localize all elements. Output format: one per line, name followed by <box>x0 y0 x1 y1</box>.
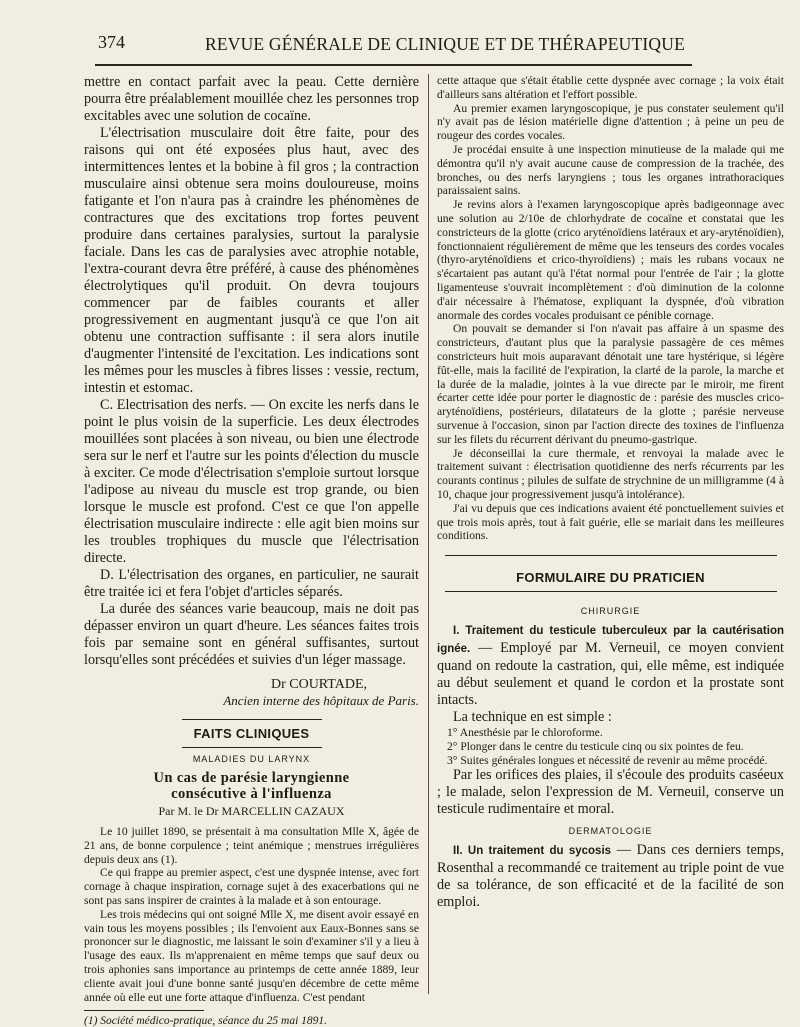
paragraph: Je procédai ensuite à une inspection minutieuse de la malade qui me démontra qu'il n'y avait aucune cause de compression de la trachée, des bronches, ou des nerfs laryngiens ; tous les organes intrathoraciques paraissaient sains. <box>437 142 784 198</box>
paragraph: D. L'électrisation des organes, en particulier, ne saurait être traitée ici et fera l'objet d'articles séparés. <box>84 567 419 600</box>
paragraph: On pouvait se demander si l'on n'avait pas affaire à un spasme des constricteurs, d'autant plus que la paralysie passagère de ces mêmes constricteurs huit mois auparavant dénotait une tare hystérique, si légère fût-elle, mais la facilité de l'expiration, la clarté de la parole, la marche et la durée de la maladie, jointes à la vue directe par le miroir, me firent écarter cette idée pour porter le diagnostic de : parésie des muscles crico-aryténoïdiens, postérieurs, dilatateurs de la glotte ; parésie nerveuse survenue à l'occasion, sinon par l'action directe des toxines de l'influenza sur les filets du récurrent dérivant du pneumo-gastrique. <box>437 322 784 446</box>
article-author: Par M. le Dr MARCELLIN CAZAUX <box>158 804 345 818</box>
section-title: FAITS CLINIQUES <box>193 726 310 741</box>
paragraph: L'électrisation musculaire doit être faite, pour des raisons qui ont été exposées plus haut, avec des intermittences lentes et la bobine à fil gros ; la contraction musculaire ainsi obtenue sera moins douloureuse, moins fatigante et l'on n'aura pas à craindre les phénomènes de contractures que des excitations trop fortes peuvent produire dans certaines paralysies, surtout la paralysie faciale. Dans les cas de paralysies avec atrophie notable, l'extra-courant devra être préféré, à cause des phénomènes électrolytiques qu'il produit. On devra toujours commencer par de faibles courants et aller progressivement en augmentant jusqu'à ce que l'on ait obtenu une contraction suffisante : il sera alors inutile d'augmenter l'intensité de l'excitation. Les indications sont les mêmes pour les muscles à fibres lisses : vessie, rectum, intestin et estomac. <box>84 125 419 396</box>
paragraph: La durée des séances varie beaucoup, mais ne doit pas dépasser environ un quart d'heure. Les séances faites trois fois par semaine sont en général suffisantes, surtout lorsqu'elles sont précédées et suivies d'un léger massage. <box>84 601 419 668</box>
rubric: DERMATOLOGIE <box>568 826 653 837</box>
paragraph: Ce qui frappe au premier aspect, c'est une dyspnée intense, avec fort cornage à chaque inspiration, cornage sujet à des exacerbations qui ne sont pas sans inspirer de craintes à la malade et à son entourage. <box>84 866 419 907</box>
list-item: 3° Suites générales longues et nécessité de revenir au même procédé. <box>447 753 768 767</box>
paragraph <box>437 622 784 709</box>
page-number: 374 <box>98 32 125 52</box>
paragraph: Par les orifices des plaies, il s'écoule des produits caséeux ; le malade, selon l'expression de M. Verneuil, conserve un testicule rudimentaire et moral. <box>437 767 784 818</box>
footnote-rule <box>84 1010 204 1011</box>
paragraph: C. Electrisation des nerfs. — On excite les nerfs dans le point le plus voisin de la superficie. Les deux électrodes mouillées sont placées à son niveau, ou bien une électrode sera sur le nerf et l'autre sur les points d'élection du muscle à exciter. Ce mode d'électrisation s'emploie surtout lorsque l'adipose au niveau du muscle est trop grande, ou bien lorsque le muscle est profond. C'est ce que l'on appelle électrisation musculaire indirecte : elle agit bien moins sur les troubles trophiques du muscle que l'électrisation directe. <box>84 397 419 566</box>
paragraph: Je déconseillai la cure thermale, et renvoyai la malade avec le traitement suivant : électrisation quotidienne des nerfs récurrents par les courants continus ; pilules de sulfate de strychnine de un milligramme (4 à 10, chaque jour progressivement jusqu'à intolérance). <box>437 446 784 501</box>
entry-lead: II. Un traitement du sycosis <box>453 845 612 858</box>
paragraph: Je revins alors à l'examen laryngoscopique après badigeonnage avec une solution au 2/10e de chlorhydrate de cocaïne et constatai que les constricteurs de la glotte (crico aryténoïdiens latéraux et ary-aryténoïdien), fonctionnaient régulièrement de même que les tenseurs des cordes vocales (thyro-aryténoïdiens et crico-thyroïdiens) ; mais les rubans vocaux ne s'écartaient pas autant qu'à l'état normal pour l'entrée de l'air ; la glotte ligamenteuse s'ouvrait incomplètement : d'où diminution de la colonne d'air nécessaire à l'hématose, expliquant la dyspnée, d'où vibration anormale des cordes vocales produisant ce pénible cornage. <box>437 198 784 322</box>
section-rule <box>182 747 322 748</box>
entry-body: — Employé par M. Verneuil, ce moyen convient quand on redoute la castration, qui, elle même, est indiquée au début seulement et quand le cordon et la prostate sont intacts. <box>437 640 784 709</box>
header-rule <box>95 64 692 66</box>
entry-body: — Dans ces derniers temps, Rosenthal a recommandé ce traitement au triple point de vue de sa tolérance, de son efficacité et de la facilité de son emploi. <box>437 842 784 911</box>
paragraph: Au premier examen laryngoscopique, je pus constater seulement qu'il n'y avait pas de lésion matérielle digne d'attention ; à peine un peu de rougeur des cordes vocales. <box>437 101 784 143</box>
rubric: CHIRURGIE <box>580 606 641 617</box>
running-title: REVUE GÉNÉRALE DE CLINIQUE ET DE THÉRAPEUTIQUE <box>204 34 686 54</box>
paragraph <box>437 842 784 911</box>
signature-role: Ancien interne des hôpitaux de Paris. <box>223 693 419 708</box>
rubric: MALADIES DU LARYNX <box>192 754 311 764</box>
list-item: 1° Anesthésie par le chloroforme. <box>447 726 603 740</box>
paragraph: La technique en est simple : <box>453 709 612 726</box>
section-title: FORMULAIRE DU PRATICIEN <box>516 570 705 586</box>
article-title-line-2: consécutive à l'influenza <box>171 786 332 802</box>
section-rule <box>445 555 777 556</box>
entry-lead: I. Traitement du testicule tuberculeux par la cautérisation ignée. <box>437 625 784 656</box>
section-rule <box>445 591 777 592</box>
left-column <box>84 74 419 1027</box>
signature-name: Dr COURTADE, <box>270 677 367 692</box>
list-item: 2° Plonger dans le centre du testicule cinq ou six pointes de feu. <box>447 739 744 753</box>
article-title-line-1: Un cas de parésie laryngienne <box>153 770 350 786</box>
right-column <box>437 74 784 994</box>
paragraph: Le 10 juillet 1890, se présentait à ma consultation Mlle X, âgée de 21 ans, de bonne corpulence ; teint anémique ; menstrues irrégulières depuis deux ans (1). <box>84 825 419 866</box>
section-rule <box>182 719 322 720</box>
paragraph: Les trois médecins qui ont soigné Mlle X, me disent avoir essayé en vain tous les moyens possibles ; ils l'envoient aux Eaux-Bonnes sans se prononcer sur le diagnostic, me laissant le soin d'examiner s'il y a lieu à l'usage des eaux. Ils m'apprenaient en même temps que sauf deux ou trois aphonies sans importance au printemps de cette année 1889, leur cliente avait joui d'une bonne santé jusqu'en décembre de cette même année où elle eut une forte attaque d'influenza. C'est pendant <box>84 907 419 1004</box>
paragraph: cette attaque que s'était établie cette dyspnée avec cornage ; la voix était d'ailleurs sans altération et l'effort possible. <box>437 74 784 101</box>
footnote: (1) Société médico-pratique, séance du 25 mai 1891. <box>84 1015 328 1027</box>
column-divider <box>428 74 429 994</box>
page-header <box>0 26 800 60</box>
paragraph: J'ai vu depuis que ces indications avaient été ponctuellement suivies et que trois mois après, tout à fait guérie, elle se mariait dans les meilleures conditions. <box>437 501 784 543</box>
paragraph: mettre en contact parfait avec la peau. Cette dernière pourra être préalablement mouillée chez les personnes trop excitables avec une solution de cocaïne. <box>84 74 419 124</box>
